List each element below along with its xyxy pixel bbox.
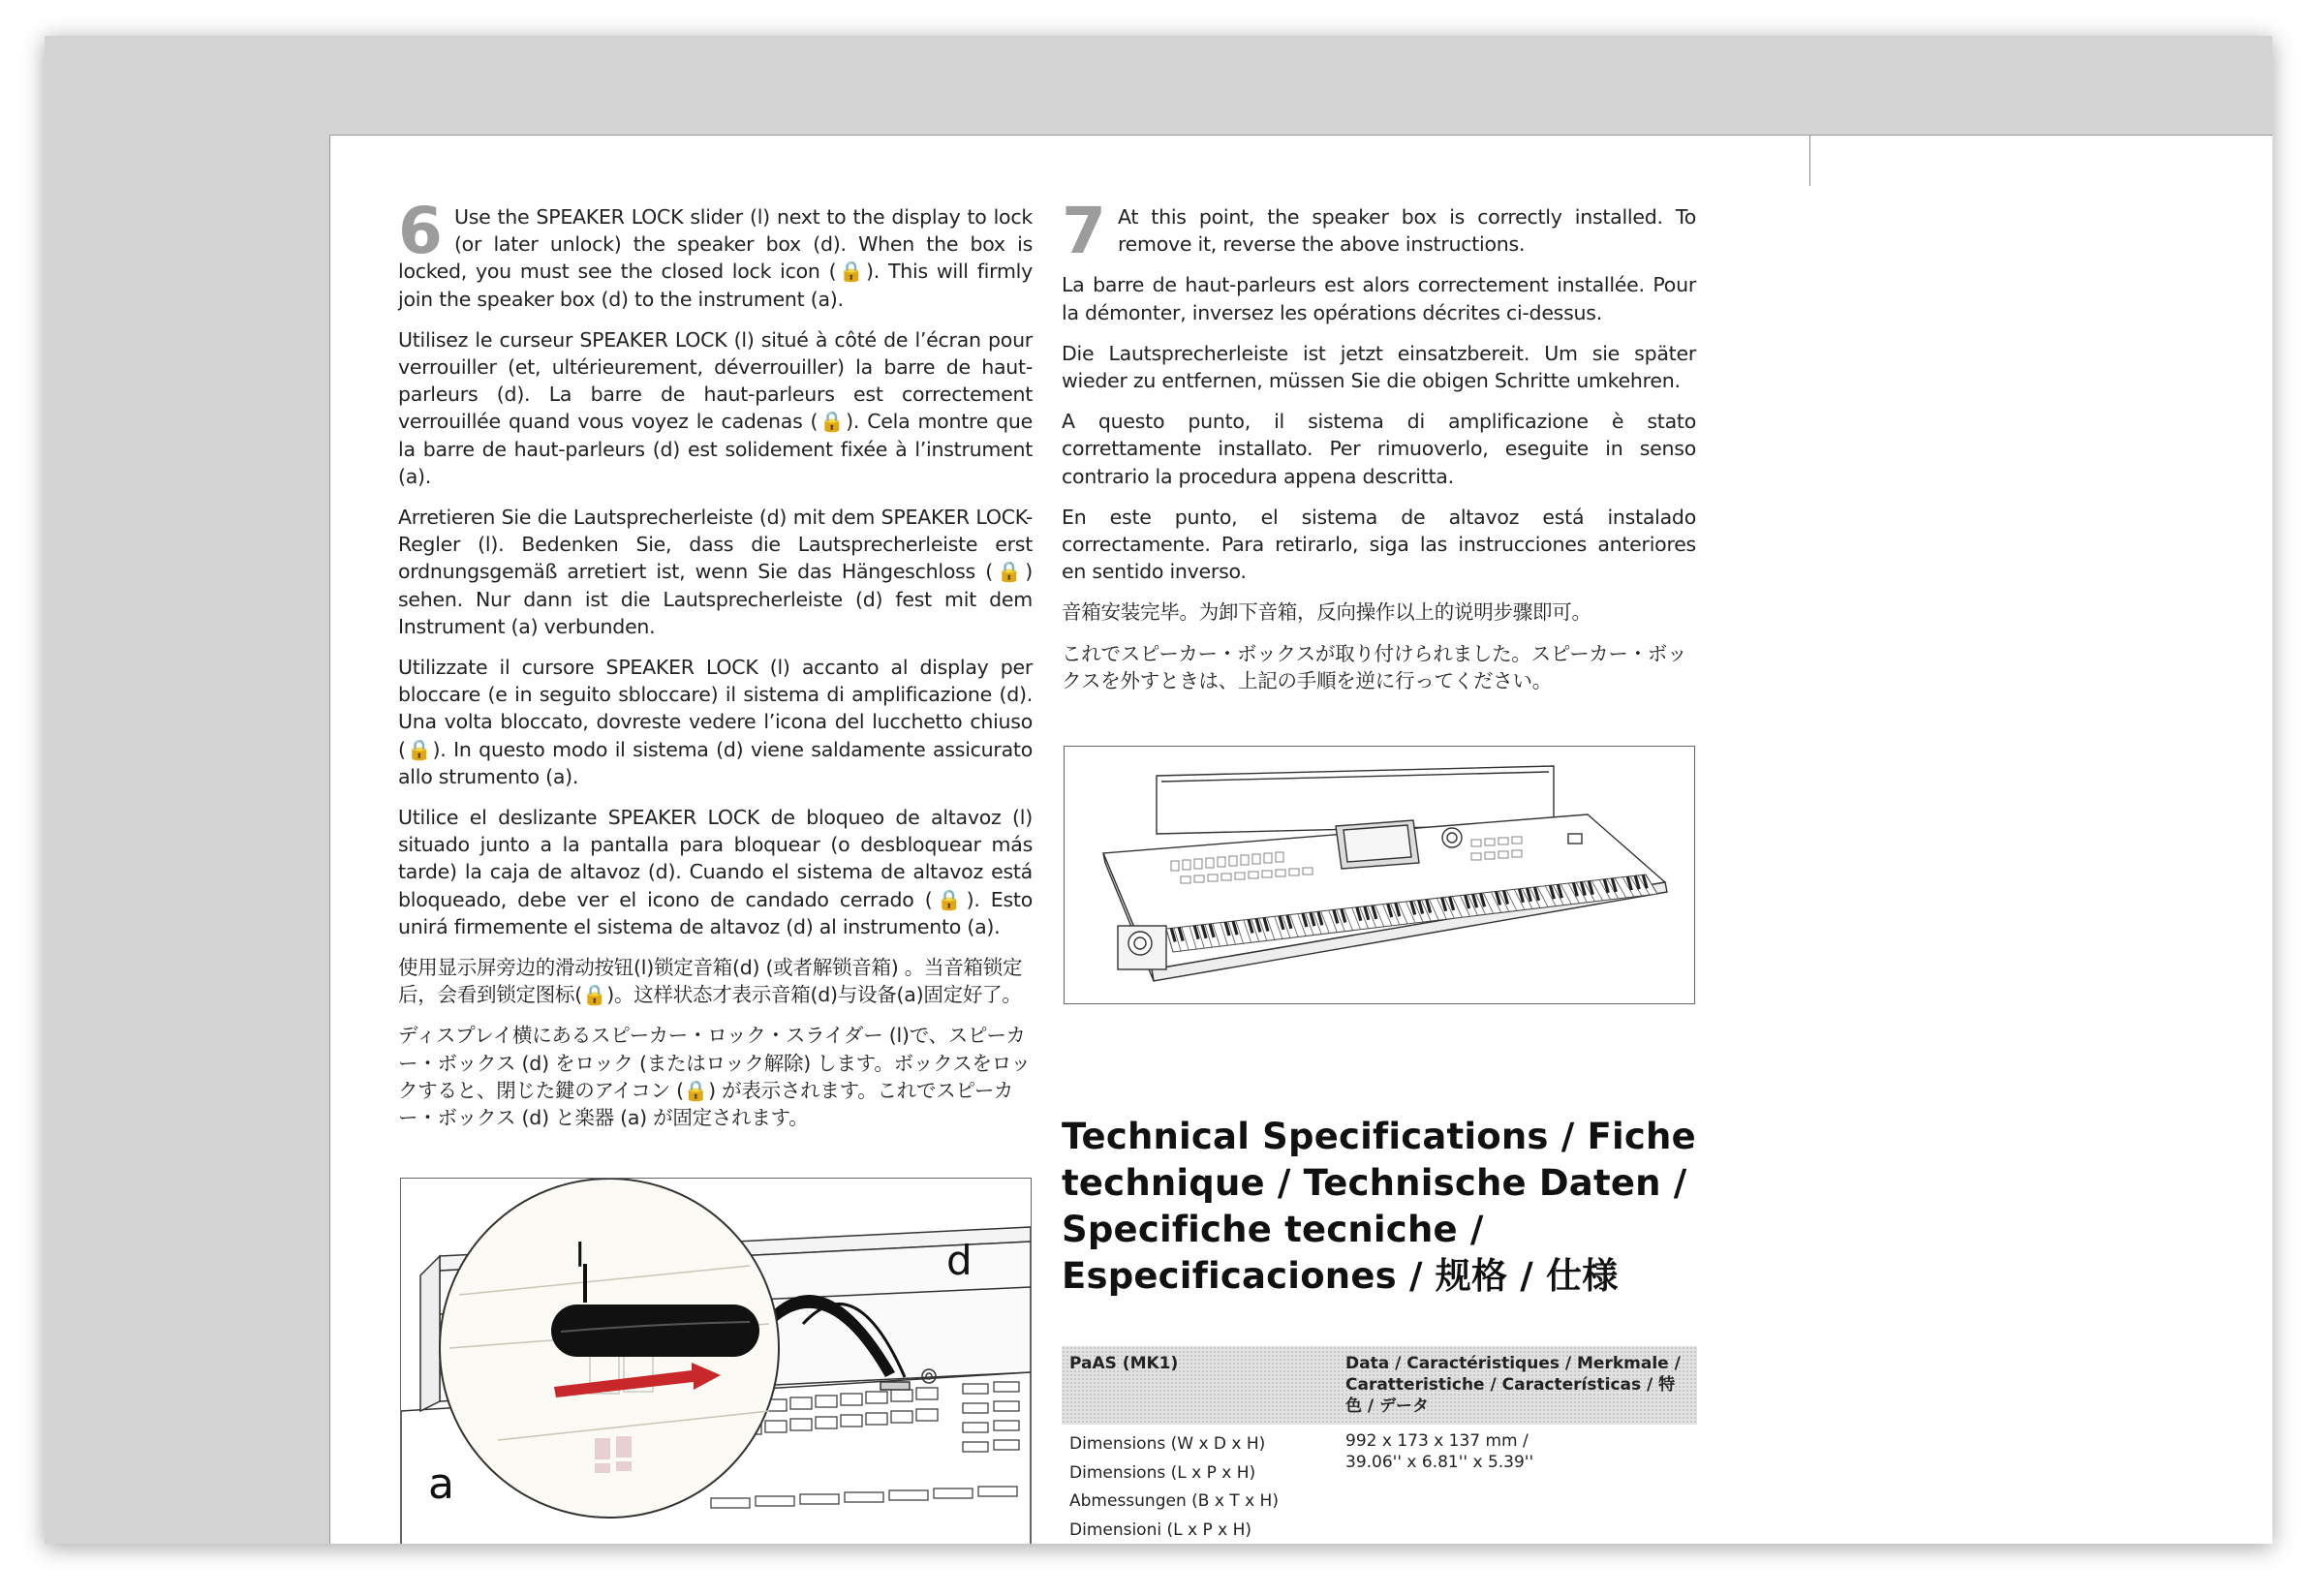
step6-en: 6 Use the SPEAKER LOCK slider (l) next to the display to lock (or later unlock) the speaker box (d). When the box is locked, you must see the closed lock icon (🔒). This will firmly join the speaker box (d) to the instrument (a). bbox=[398, 194, 1033, 311]
crop-mark bbox=[1809, 136, 1810, 186]
manual-page bbox=[329, 135, 2272, 1544]
dimensions-label-it: Dimensioni (L x P x H) bbox=[1069, 1519, 1251, 1540]
step7-it: A questo punto, il sistema di amplificazione è stato correttamente installato. Per rimuoverlo, eseguite in senso contrario la procedura appena descritta. bbox=[1062, 410, 1696, 488]
dimensions-value: 992 x 173 x 137 mm / 39.06'' x 6.81'' x 5.39'' bbox=[1345, 1431, 1534, 1472]
dimensions-labels bbox=[1069, 1430, 1345, 1544]
step-number-7: 7 bbox=[1062, 194, 1104, 268]
left-column bbox=[398, 194, 1033, 1145]
speaker-lock-illustration bbox=[400, 1178, 1032, 1544]
document-viewer bbox=[45, 36, 2272, 1544]
step7-zh: 音箱安装完毕。为卸下音箱，反向操作以上的说明步骤即可。 bbox=[1062, 600, 1591, 625]
step7-en: 7 At this point, the speaker box is correctly installed. To remove it, reverse the above instructions. bbox=[1062, 194, 1696, 268]
step6-zh: 使用显示屏旁边的滑动按钮(l)锁定音箱(d) (或者解锁音箱) 。当音箱锁定后，会看到锁定图标(🔒)。这样状态才表示音箱(d)与设备(a)固定好了。 bbox=[398, 956, 1023, 1007]
step6-fr: Utilisez le curseur SPEAKER LOCK (l) situé à côté de l’écran pour verrouiller (et, ultérieurement, déverrouiller) la barre de haut-parleurs (d). La barre de haut-parleurs est correctement verrouillée quand vous voyez le cadenas (🔒). Cela montre que la barre de haut-parleurs (d) est solidement fixée à l’instrument (a). bbox=[398, 327, 1033, 488]
dimensions-label-de: Abmessungen (B x T x H) bbox=[1069, 1491, 1279, 1511]
spec-col1-header: PaAS (MK1) bbox=[1069, 1354, 1179, 1373]
label-d: d bbox=[946, 1237, 973, 1284]
step-number-6: 6 bbox=[398, 194, 441, 268]
step7-de: Die Lautsprecherleiste ist jetzt einsatzbereit. Um sie später wieder zu entfernen, müssen Sie die obigen Schritte umkehren. bbox=[1062, 341, 1696, 393]
spec-row-dimensions bbox=[1062, 1425, 1697, 1544]
step6-ja: ディスプレイ横にあるスピーカー・ロック・スライダー (l)で、スピーカー・ボックス (d) をロック (またはロック解除) します。ボックスをロックすると、閉じた鍵のアイコン (🔒) が表示されます。これでスピーカー・ボックス (d) と楽器 (a) が固定されます。 bbox=[398, 1024, 1031, 1130]
spec-table bbox=[1062, 1346, 1697, 1544]
step7-ja: これでスピーカー・ボックスが取り付けられました。スピーカー・ボックスを外すときは、上記の手順を逆に行ってください。 bbox=[1062, 641, 1687, 692]
dimensions-label-fr: Dimensions (L x P x H) bbox=[1069, 1462, 1256, 1483]
step7-fr: La barre de haut-parleurs est alors correctement installée. Pour la démonter, inversez les opérations décrites ci-dessus. bbox=[1062, 273, 1696, 324]
step6-es: Utilice el deslizante SPEAKER LOCK de bloqueo de altavoz (l) situado junto a la pantalla para bloquear (o desbloquear más tarde) la caja de altavoz (d). Cuando el sistema de altavoz está bloqueado, debe ver el icono de candado cerrado (🔒). Esto unirá firmemente el sistema de altavoz (d) al instrumento (a). bbox=[398, 806, 1033, 938]
speaker-lock-drawing bbox=[401, 1179, 1031, 1544]
label-l: l bbox=[575, 1237, 585, 1275]
keyboard-drawing bbox=[1065, 747, 1694, 1003]
step6-de: Arretieren Sie die Lautsprecherleiste (d) mit dem SPEAKER LOCK-Regler (l). Bedenken Sie, dass die Lautsprecherleiste erst ordnungsgemäß arretiert ist, wenn Sie das Hängeschloss (🔒) sehen. Nur dann ist die Lautsprecherleiste (d) fest mit dem Instrument (a) verbunden. bbox=[398, 506, 1033, 638]
right-column bbox=[1062, 194, 1696, 708]
spec-col2-header: Data / Caractéristiques / Merkmale / Caratteristiche / Características / 特色 / データ bbox=[1345, 1354, 1681, 1416]
keyboard-illustration bbox=[1064, 746, 1695, 1004]
step7-es: En este punto, el sistema de altavoz está instalado correctamente. Para retirarlo, siga las instrucciones anteriores en sentido inverso. bbox=[1062, 505, 1696, 584]
dimensions-label-en: Dimensions (W x D x H) bbox=[1069, 1434, 1266, 1454]
tech-specs-title: Technical Specifications / Fiche technique / Technische Daten / Specifiche tecniche / Especificaciones / 规格 / 仕様 bbox=[1062, 1116, 1696, 1297]
label-a: a bbox=[428, 1459, 454, 1509]
step6-it: Utilizzate il cursore SPEAKER LOCK (l) accanto al display per bloccare (e in seguito sbloccare) il sistema di amplificazione (d). Una volta bloccato, dovreste vedere l’icona del lucchetto chiuso (🔒). In questo modo il sistema (d) viene saldamente assicurato allo strumento (a). bbox=[398, 656, 1033, 788]
spec-table-header bbox=[1062, 1346, 1697, 1425]
